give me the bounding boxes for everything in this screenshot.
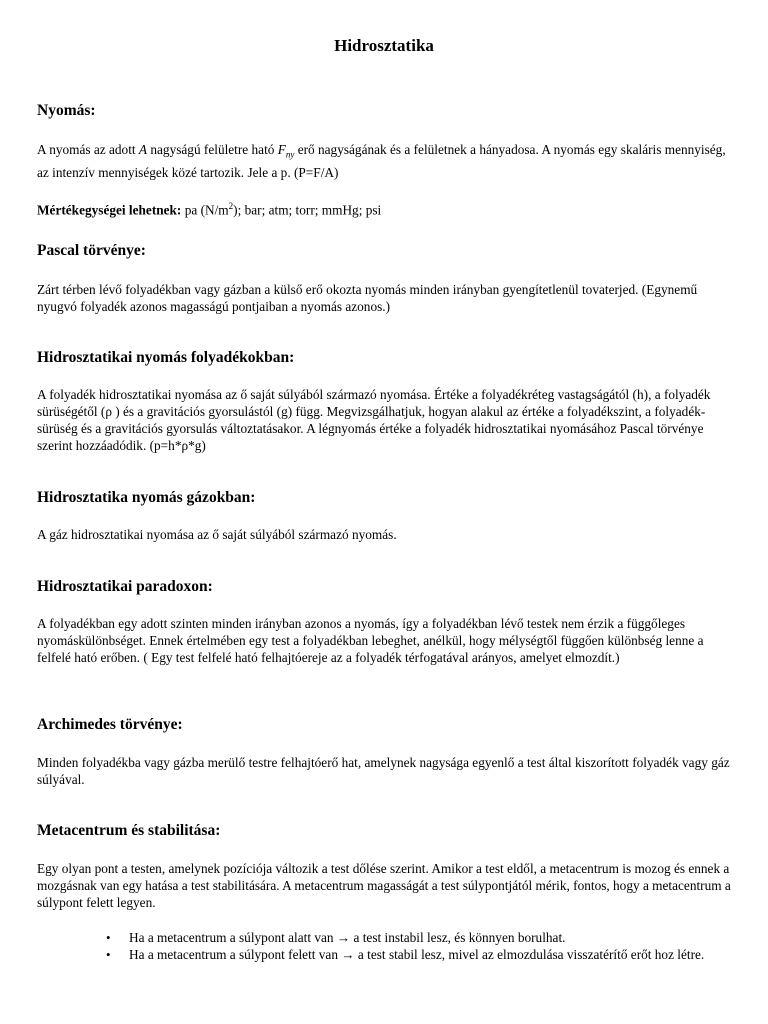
list-item-text: Ha a metacentrum a súlypont alatt van → a test instabil lesz, és könnyen borulhat.: [129, 930, 566, 945]
bullet-icon: •: [106, 930, 111, 945]
text-run: erő nagyságának és a felületnek a hányadosa. A nyomás egy skaláris mennyiség, az intenzív mennyiségek közé tartozik. Jele a p. (P=F/A): [37, 142, 726, 180]
section-heading: Metacentrum és stabilitása:: [37, 822, 221, 839]
list-item: [37, 929, 729, 946]
nyomas-definition: [37, 141, 737, 181]
text-run: pa (N/m: [181, 202, 229, 218]
text-run: ); bar; atm; torr; mmHg; psi: [233, 202, 382, 218]
section-heading: Hidrosztatikai paradoxon:: [37, 578, 213, 595]
section-gaz: [37, 488, 737, 543]
metacentrum-bullet-list: [37, 929, 737, 963]
section-nyomas: [37, 101, 737, 218]
variable-f-subscript: ny: [285, 149, 295, 160]
nyomas-units: [37, 198, 737, 218]
list-item: [37, 946, 729, 963]
list-item-text: Ha a metacentrum a súlypont felett van → a test stabil lesz, mivel az elmozdulása visszatérítő erőt hoz létre.: [129, 947, 705, 962]
units-label: Mértékegységei lehetnek:: [37, 202, 182, 218]
section-heading: Hidrosztatikai nyomás folyadékokban:: [37, 349, 295, 366]
section-archimedes: [37, 715, 737, 788]
section-heading: Pascal törvénye:: [37, 242, 146, 259]
section-metacentrum: [37, 821, 737, 963]
archimedes-text: Minden folyadékba vagy gázba merülő testre felhajtóerő hat, amelynek nagysága egyenlő a test által kiszorított folyadék vagy gáz súlyával.: [37, 755, 730, 787]
bullet-icon: •: [106, 947, 111, 962]
section-heading: Hidrosztatika nyomás gázokban:: [37, 489, 256, 506]
section-heading: Archimedes törvénye:: [37, 716, 183, 733]
text-run: A nyomás az adott: [37, 142, 139, 157]
text-run: nagyságú felületre ható: [147, 142, 278, 157]
section-folyadek: [37, 348, 737, 454]
pascal-text: Zárt térben lévő folyadékban vagy gázban a külső erő okozta nyomás minden irányban gyengítetlenül tovaterjed. (Egynemű nyugvó folyadék azonos magasságú pontjaiban a nyomás azonos.): [37, 282, 698, 314]
folyadek-text: A folyadék hidrosztatikai nyomása az ő saját súlyából származó nyomása. Értéke a folyadékréteg vastagságától (h), a folyadék sürüségétől (ρ ) és a gravitációs gyorsulástól (g) függ. Megvizsgálhatjuk, hogyan alakul az értéke a folyadékszint, a folyadék-sürüség és a gravitációs gyorsulás változtatásakor. A légnyomás értéke a folyadék hidrosztatikai nyomásához Pascal törvénye szerint hozzáadódik. (p=h*ρ*g): [37, 387, 711, 453]
variable-f-letter: F: [277, 142, 286, 157]
metacentrum-text: Egy olyan pont a testen, amelynek pozíciója változik a test dőlése szerint. Amikor a test eldől, a metacentrum is mozog és ennek a mozgásnak van egy hatása a test stabilitására. A metacentrum magasságát a test súlypontjától mérik, fontos, hogy a metacentrum a súlypont felett legyen.: [37, 861, 731, 910]
variable-f: [277, 142, 295, 160]
section-heading: Nyomás:: [37, 102, 96, 119]
page-title: Hidrosztatika: [334, 36, 434, 55]
paradoxon-text: A folyadékban egy adott szinten minden irányban azonos a nyomás, így a folyadékban lévő testek nem érzik a függőleges nyomáskülönbséget. Ennek értelmében egy test a folyadékban lebeghet, anélkül, hogy mélységtől függően különbség lenne a felfelé ható erőben. ( Egy test felfelé ható felhajtóereje az a folyadék térfogatával arányos, amelyet elmozdít.): [37, 616, 704, 665]
units-superscript: 2: [228, 200, 234, 211]
gaz-text: A gáz hidrosztatikai nyomása az ő saját súlyából származó nyomás.: [37, 527, 397, 542]
section-paradoxon: [37, 577, 737, 666]
variable-a: A: [138, 142, 148, 157]
section-pascal: [37, 241, 737, 315]
